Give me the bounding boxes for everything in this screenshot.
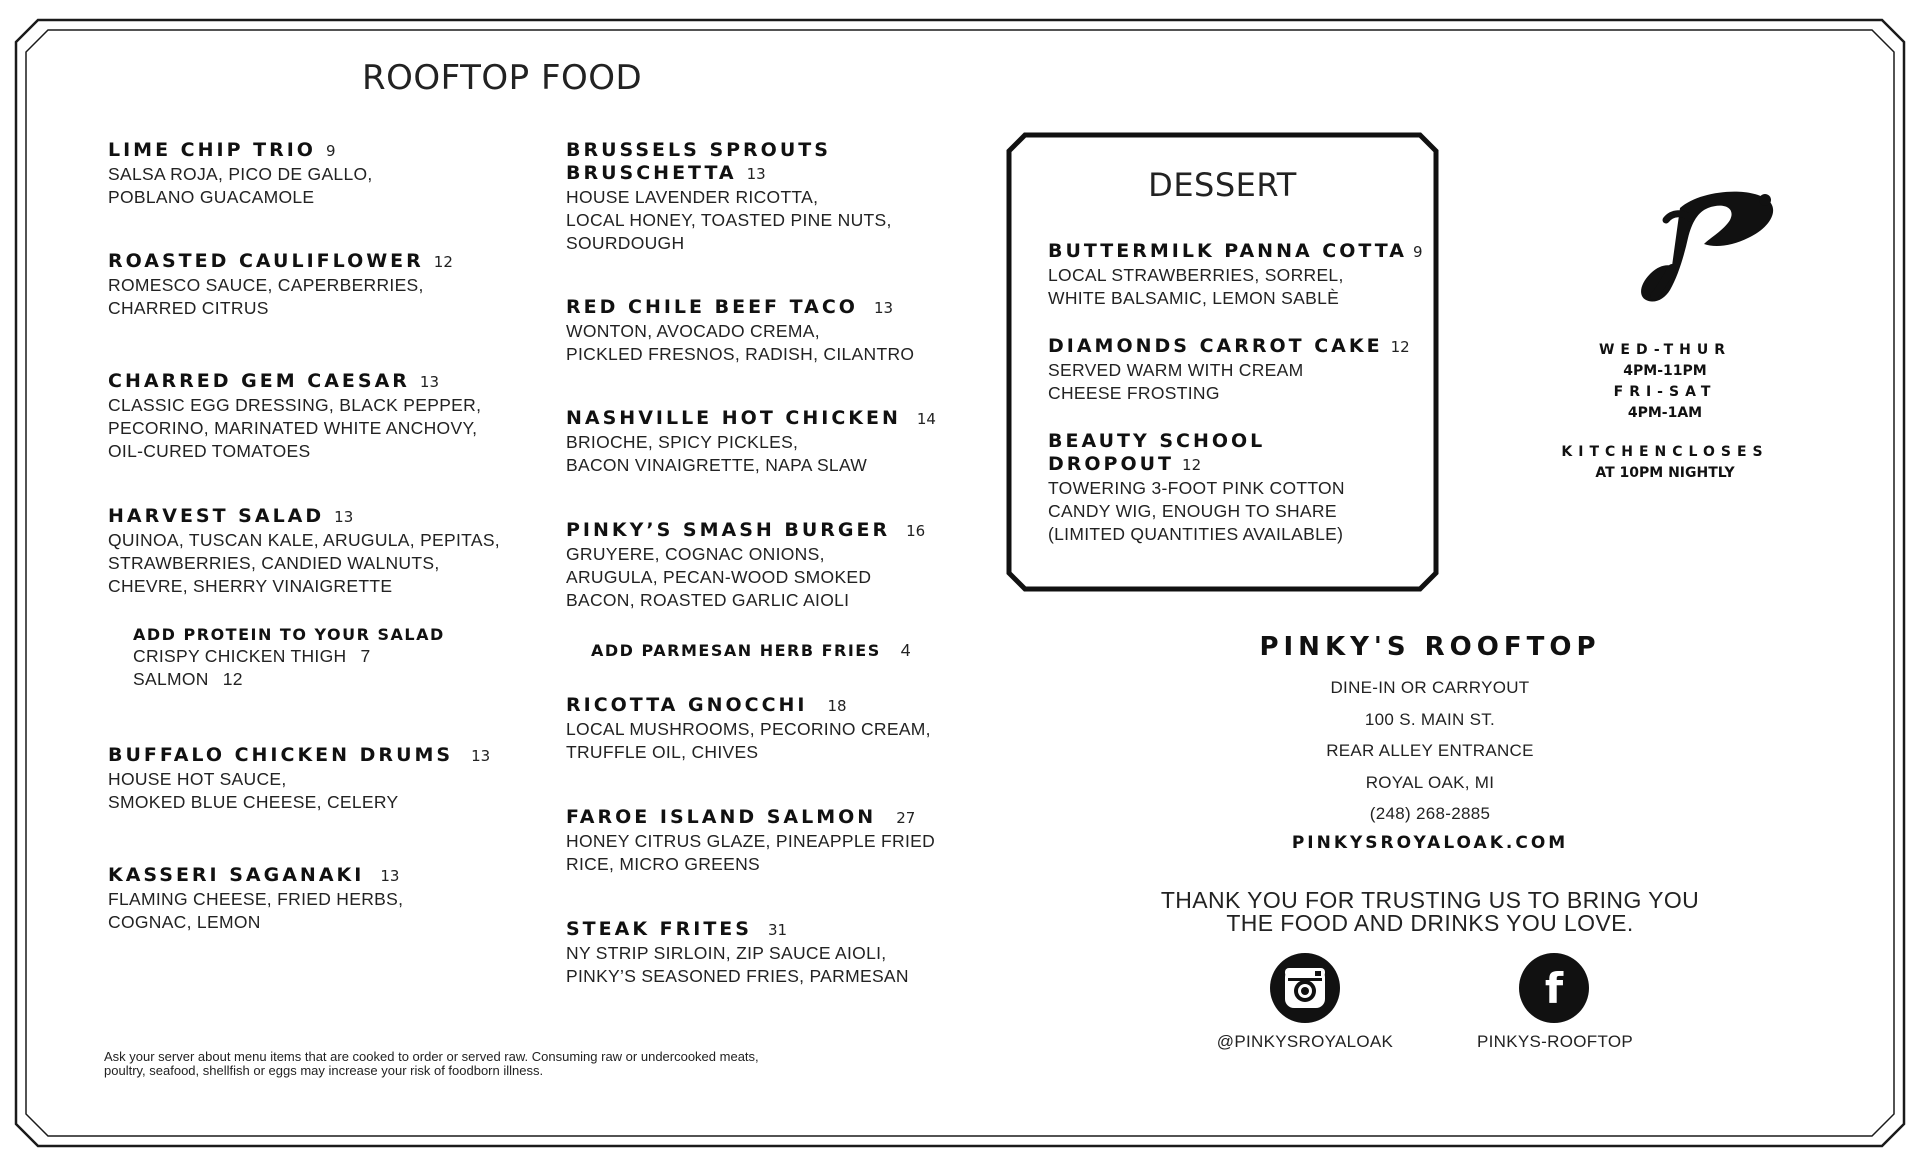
item-price: 13 xyxy=(334,508,354,526)
item-desc: PINKY’S SEASONED FRIES, PARMESAN xyxy=(566,966,909,986)
hours-time: 4PM-11PM xyxy=(1623,363,1707,379)
kitchen-closes: KITCHENCLOSES xyxy=(1561,444,1769,460)
item-name: LIME CHIP TRIO xyxy=(108,139,316,161)
facebook-handle[interactable]: PINKYS-ROOFTOP xyxy=(1477,1032,1633,1051)
restaurant-info xyxy=(1180,632,1680,853)
item-desc: PICKLED FRESNOS, RADISH, CILANTRO xyxy=(566,344,915,364)
item-desc: CHARRED CITRUS xyxy=(108,298,269,318)
dessert-item xyxy=(1048,430,1428,546)
item-name: KASSERI SAGANAKI xyxy=(108,864,365,886)
item-desc: ARUGULA, PECAN-WOOD SMOKED xyxy=(566,567,872,587)
menu-item xyxy=(108,864,538,934)
addon-option-label: CRISPY CHICKEN THIGH xyxy=(133,646,347,666)
item-name: RED CHILE BEEF TACO xyxy=(566,296,858,318)
item-desc: TRUFFLE OIL, CHIVES xyxy=(566,742,759,762)
item-desc: STRAWBERRIES, CANDIED WALNUTS, xyxy=(108,553,440,573)
fries-addon xyxy=(591,639,971,662)
item-name: RICOTTA GNOCCHI xyxy=(566,694,808,716)
dessert-item xyxy=(1048,335,1428,405)
item-price: 14 xyxy=(916,410,936,428)
disclaimer-line: Ask your server about menu items that are cooked to order or served raw. Consuming raw or undercooked meats, xyxy=(104,1049,759,1064)
addon-price: 4 xyxy=(900,640,911,660)
disclaimer-line: poultry, seafood, shellfish or eggs may increase your risk of foodborn illness. xyxy=(104,1063,544,1078)
address-line: REAR ALLEY ENTRANCE xyxy=(1326,741,1534,760)
dessert-title: DESSERT xyxy=(1148,166,1297,204)
item-desc: WONTON, AVOCADO CREMA, xyxy=(566,321,820,341)
addon-option-label: SALMON xyxy=(133,669,209,689)
item-price: 18 xyxy=(827,697,847,715)
item-price: 9 xyxy=(1413,243,1423,261)
item-price: 16 xyxy=(906,522,926,540)
menu-item xyxy=(108,139,538,209)
addon-option-price: 7 xyxy=(360,646,371,666)
hours-block xyxy=(1540,340,1790,484)
item-desc: LOCAL HONEY, TOASTED PINE NUTS, xyxy=(566,210,892,230)
item-price: 13 xyxy=(471,747,491,765)
item-name: BRUSCHETTA xyxy=(566,162,737,184)
menu-item xyxy=(566,918,986,988)
item-desc: CANDY WIG, ENOUGH TO SHARE xyxy=(1048,501,1337,521)
phone-number: (248) 268-2885 xyxy=(1369,804,1491,823)
item-desc: CHEESE FROSTING xyxy=(1048,383,1220,403)
item-desc: LOCAL STRAWBERRIES, SORREL, xyxy=(1048,265,1344,285)
menu-item xyxy=(566,296,986,366)
item-name: BEAUTY SCHOOL xyxy=(1048,430,1266,452)
facebook-glyph: f xyxy=(1544,963,1564,1013)
item-name: CHARRED GEM CAESAR xyxy=(108,370,410,392)
item-price: 12 xyxy=(433,253,453,271)
thank-you-line: THANK YOU FOR TRUSTING US TO BRING YOU xyxy=(1160,887,1700,913)
item-desc: SERVED WARM WITH CREAM xyxy=(1048,360,1304,380)
item-desc: SALSA ROJA, PICO DE GALLO, xyxy=(108,164,373,184)
item-desc: TOWERING 3-FOOT PINK COTTON xyxy=(1048,478,1345,498)
item-desc: CLASSIC EGG DRESSING, BLACK PEPPER, xyxy=(108,395,482,415)
item-desc: GRUYERE, COGNAC ONIONS, xyxy=(566,544,825,564)
menu-item xyxy=(566,519,986,612)
instagram-glyph xyxy=(1282,965,1328,1011)
item-desc: QUINOA, TUSCAN KALE, ARUGULA, PEPITAS, xyxy=(108,530,500,550)
item-desc: SMOKED BLUE CHEESE, CELERY xyxy=(108,792,399,812)
website-link[interactable]: PINKYSROYALOAK.COM xyxy=(1291,832,1569,853)
restaurant-name: PINKY'S ROOFTOP xyxy=(1259,632,1601,662)
info-line: DINE-IN OR CARRYOUT xyxy=(1330,678,1530,697)
item-desc: LOCAL MUSHROOMS, PECORINO CREAM, xyxy=(566,719,931,739)
menu-item xyxy=(108,744,538,814)
item-price: 13 xyxy=(873,299,894,317)
thank-you-line: THE FOOD AND DRINKS YOU LOVE. xyxy=(1226,910,1634,936)
item-price: 12 xyxy=(1182,456,1202,474)
facebook-icon[interactable] xyxy=(1519,953,1589,1023)
item-name: DROPOUT xyxy=(1048,453,1175,475)
item-name: BRUSSELS SPROUTS xyxy=(566,139,831,161)
item-desc: COGNAC, LEMON xyxy=(108,912,261,932)
hours-days: FRI-SAT xyxy=(1613,384,1717,400)
item-name: HARVEST SALAD xyxy=(108,505,325,527)
item-desc: HOUSE HOT SAUCE, xyxy=(108,769,287,789)
item-name: PINKY’S SMASH BURGER xyxy=(566,519,891,541)
item-price: 31 xyxy=(767,921,788,939)
instagram-icon[interactable] xyxy=(1270,953,1340,1023)
item-price: 27 xyxy=(896,809,916,827)
address-line: 100 S. MAIN ST. xyxy=(1364,709,1496,729)
item-name: FAROE ISLAND SALMON xyxy=(566,806,877,828)
menu-item xyxy=(108,505,558,598)
item-desc: HOUSE LAVENDER RICOTTA, xyxy=(566,187,819,207)
item-name: ROASTED CAULIFLOWER xyxy=(108,250,424,272)
item-desc: NY STRIP SIRLOIN, ZIP SAUCE AIOLI, xyxy=(566,943,887,963)
hours-days: WED-THUR xyxy=(1598,342,1732,358)
item-name: BUFFALO CHICKEN DRUMS xyxy=(108,744,454,766)
item-price: 13 xyxy=(746,165,766,183)
hours-time: 4PM-1AM xyxy=(1627,405,1703,421)
item-desc: BRIOCHE, SPICY PICKLES, xyxy=(566,432,799,452)
item-desc: (LIMITED QUANTITIES AVAILABLE) xyxy=(1048,524,1344,544)
menu-item xyxy=(108,370,548,463)
item-price: 9 xyxy=(325,142,336,160)
instagram-handle[interactable]: @PINKYSROYALOAK xyxy=(1216,1032,1394,1051)
addon-option-price: 12 xyxy=(222,669,243,689)
item-price: 13 xyxy=(380,867,400,885)
address-line: ROYAL OAK, MI xyxy=(1365,772,1495,792)
item-price: 13 xyxy=(419,373,440,391)
item-name: STEAK FRITES xyxy=(566,918,752,940)
menu-item xyxy=(566,806,986,876)
dessert-item xyxy=(1048,240,1428,310)
item-desc: BACON, ROASTED GARLIC AIOLI xyxy=(566,590,850,610)
item-name: NASHVILLE HOT CHICKEN xyxy=(566,407,901,429)
item-desc: ROMESCO SAUCE, CAPERBERRIES, xyxy=(108,275,424,295)
item-name: DIAMONDS CARROT CAKE xyxy=(1048,335,1383,357)
item-desc: OIL-CURED TOMATOES xyxy=(108,441,311,461)
protein-addon xyxy=(133,625,513,691)
item-price: 12 xyxy=(1390,338,1410,356)
menu-title: ROOFTOP FOOD xyxy=(362,58,643,98)
item-desc: FLAMING CHEESE, FRIED HERBS, xyxy=(108,889,404,909)
menu-item xyxy=(566,139,986,255)
menu-item xyxy=(108,250,538,320)
pinkys-logo xyxy=(1620,178,1780,318)
item-desc: RICE, MICRO GREENS xyxy=(566,854,761,874)
pinkys-logo-mark xyxy=(1620,178,1780,318)
item-desc: HONEY CITRUS GLAZE, PINEAPPLE FRIED xyxy=(566,831,936,851)
menu-item xyxy=(566,407,986,477)
item-desc: WHITE BALSAMIC, LEMON SABLÈ xyxy=(1048,288,1340,308)
item-desc: CHEVRE, SHERRY VINAIGRETTE xyxy=(108,576,393,596)
addon-title: ADD PROTEIN TO YOUR SALAD xyxy=(133,625,445,644)
item-name: BUTTERMILK PANNA COTTA xyxy=(1048,240,1407,262)
kitchen-closes-time: AT 10PM NIGHTLY xyxy=(1595,465,1735,481)
addon-title: ADD PARMESAN HERB FRIES xyxy=(591,641,881,660)
item-desc: PECORINO, MARINATED WHITE ANCHOVY, xyxy=(108,418,478,438)
item-desc: SOURDOUGH xyxy=(566,233,685,253)
item-desc: POBLANO GUACAMOLE xyxy=(108,187,315,207)
item-desc: BACON VINAIGRETTE, NAPA SLAW xyxy=(566,455,868,475)
thank-you-message xyxy=(1090,889,1770,935)
menu-item xyxy=(566,694,986,764)
disclaimer xyxy=(104,1050,1004,1078)
